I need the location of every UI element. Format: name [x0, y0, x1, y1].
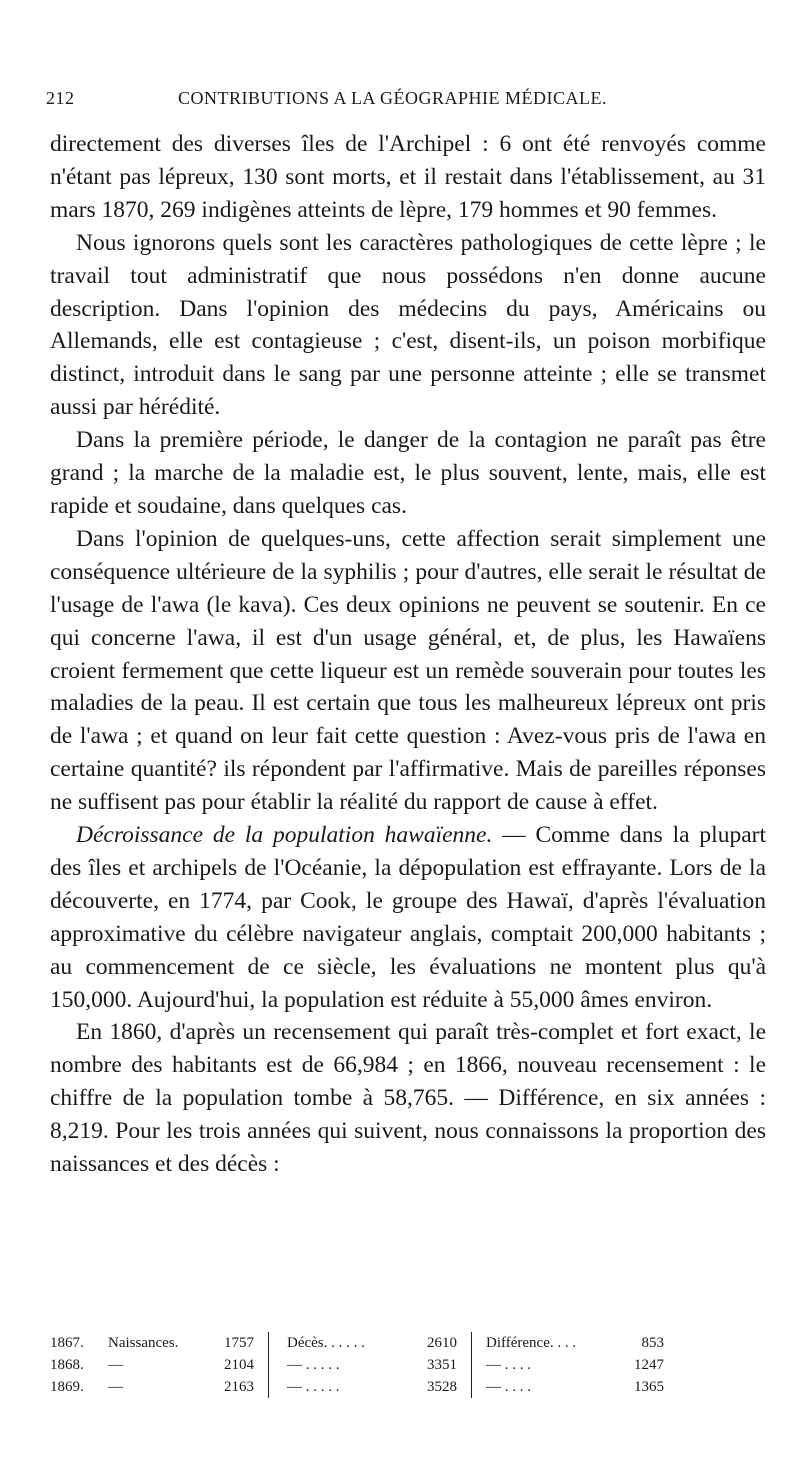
- paragraph-3: Dans la première période, le danger de la contagion ne paraît pas être grand ; la marche de la maladie est, le plus souvent, lente, mais, elle est rapide et soudaine, dans quelques cas.: [50, 427, 766, 519]
- births-cell: 2163: [198, 1376, 269, 1398]
- births-label-cell: —: [108, 1357, 123, 1373]
- running-title: CONTRIBUTIONS A LA GÉOGRAPHIE MÉDICALE.: [178, 88, 607, 108]
- difference-label-cell: — . . . .: [486, 1357, 531, 1373]
- year-cell: 1869.: [50, 1379, 84, 1395]
- deaths-cell: 2610: [387, 1332, 472, 1354]
- births-label-cell: —: [108, 1379, 123, 1395]
- table-row: [50, 1354, 664, 1376]
- year-cell: 1868.: [50, 1357, 84, 1373]
- births-label-cell: Naissances.: [108, 1335, 179, 1351]
- page-number: 212: [46, 88, 75, 108]
- section-heading: Décroissance de la population hawaïenne.: [76, 822, 493, 849]
- difference-cell: 1247: [634, 1357, 664, 1373]
- paragraph-census: En 1860, d'après un recensement qui paraît très-complet et fort exact, le nombre des habitants est de 66,984 ; en 1866, nouveau recensement : le chiffre de la population tombe à 58,765. — Différence, en six années : 8,219. Pour les trois années qui suivent, nous connaissons la proportion des naissances et des décès :: [50, 1019, 766, 1178]
- births-cell: 2104: [198, 1354, 269, 1376]
- difference-cell: 853: [641, 1335, 664, 1351]
- table-row: [50, 1332, 664, 1354]
- paragraph-1: directement des diverses îles de l'Archipel : 6 ont été renvoyés comme n'étant pas lépreux, 130 sont morts, et il restait dans l'établissement, au 31 mars 1870, 269 indigènes atteints de lèpre, 179 hommes et 90 femmes.: [50, 131, 766, 223]
- paragraph-2: Nous ignorons quels sont les caractères pathologiques de cette lèpre ; le travail tout administratif que nous possédons n'en donne aucune description. Dans l'opinion des médecins du pays, Américains ou Allemands, elle est contagieuse ; c'est, disent-ils, un poison morbifique distinct, introduit dans le sang par une personne atteinte ; elle se transmet aussi par hérédité.: [50, 229, 766, 421]
- deaths-cell: 3351: [387, 1354, 472, 1376]
- difference-label-cell: — . . . .: [486, 1379, 531, 1395]
- paragraph-4: Dans l'opinion de quelques-uns, cette affection serait simplement une conséquence ultérieure de la syphilis ; pour d'autres, elle serait le résultat de l'usage de l'awa (le kava). Ces deux opinions ne peuvent se soutenir. En ce qui concerne l'awa, il est d'un usage général, et, de plus, les Hawaïens croient fermement que cette liqueur est un remède souverain pour toutes les maladies de la peau. Il est certain que tous les malheureux lépreux ont pris de l'awa ; et quand on leur fait cette question : Avez-vous pris de l'awa en certaine quantité? ils répondent par l'affirmative. Mais de pareilles réponses ne suffisent pas pour établir la réalité du rapport de cause à effet.: [50, 525, 766, 816]
- births-deaths-table: [50, 1332, 780, 1398]
- page-header: [46, 88, 762, 118]
- table-row: [50, 1376, 664, 1398]
- deaths-cell: 3528: [387, 1376, 472, 1398]
- body-text: [50, 128, 766, 1181]
- difference-cell: 1365: [634, 1379, 664, 1395]
- deaths-label-cell: — . . . . .: [287, 1379, 340, 1395]
- section-text: — Comme dans la plupart des îles et archipels de l'Océanie, la dépopulation est effrayante. Lors de la découverte, en 1774, par Cook, le groupe des Hawaï, d'après l'évaluation approximative du célèbre navigateur anglais, comptait 200,000 habitants ; au commencement de ce siècle, les évaluations ne montent plus qu'à 150,000. Aujourd'hui, la population est réduite à 55,000 âmes environ.: [50, 822, 766, 1013]
- section-paragraph: [50, 819, 766, 1016]
- year-cell: 1867.: [50, 1335, 84, 1351]
- deaths-label-cell: — . . . . .: [287, 1357, 340, 1373]
- difference-label-cell: Différence. . . .: [486, 1335, 577, 1351]
- deaths-label-cell: Décès. . . . . .: [287, 1335, 365, 1351]
- births-cell: 1757: [198, 1332, 269, 1354]
